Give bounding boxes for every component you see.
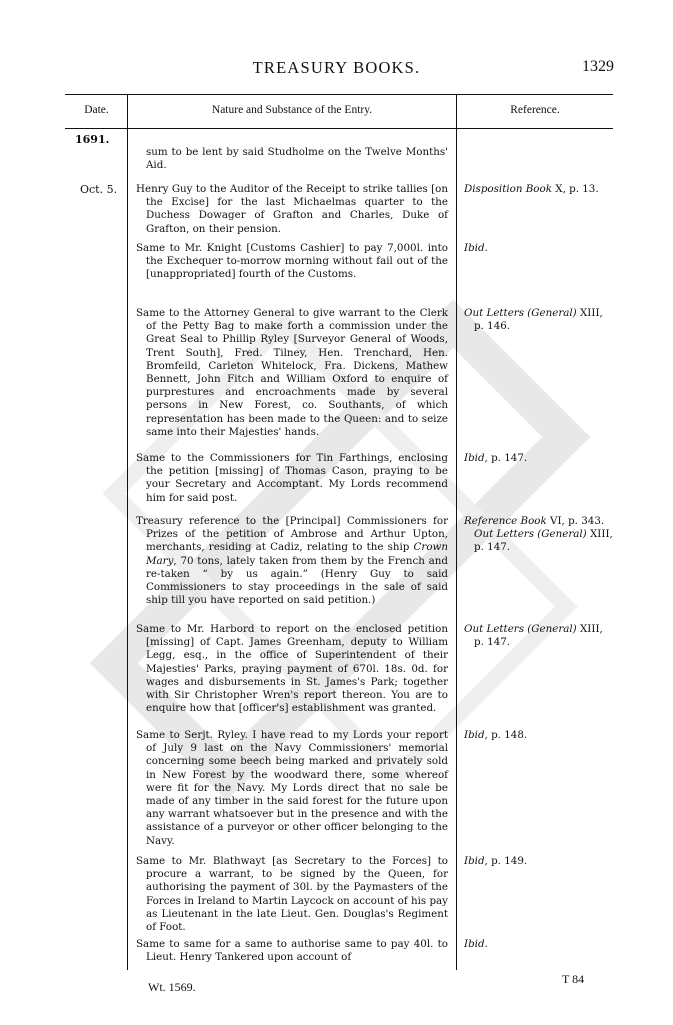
entry-text: Same to Serjt. Ryley. I have read to my Lords your report of July 9 last on the Navy Commissioners' memorial concerning some beech being marked and privately sold in New Forest by the woodward there, some whereof were fit for the Navy. My Lords direct that no sale be made of any timber in the said forest for the future upon any warrant whatsoever but in the presence and with the assistance of a purveyor or other officer belonging to the Navy. [136,729,448,847]
column-divider-reference [456,94,457,970]
table-top-rule [65,94,613,95]
entry-text: Same to same for a same to authorise same to pay 40l. to Lieut. Henry Tankered upon account of [136,938,448,964]
entry-text: Same to the Attorney General to give warrant to the Clerk of the Petty Bag to make forth a commission under the Great Seal to Phillip Ryley [Surveyor General of Woods, Trent South], Fred. Tilney, Hen. Trenchard, Hen. Bromfeild, Carleton Whitelock, Fra. Dickens, Mathew Bennett, John Fitch and William Oxford to enquire of purprestures and encroachments made by several persons in New Forest, co. Southants, of which representation has been made to the Queen: and to seize same into their Majesties' hands. [136,307,448,438]
column-header-date: Date. [84,104,109,116]
entry-text: sum to be lent by said Studholme on the Twelve Months' Aid. [146,146,448,172]
entry-reference: Out Letters (General) XIII, p. 147. [464,623,603,649]
column-header-reference: Reference. [510,104,560,116]
entry-text: Same to Mr. Blathwayt [as Secretary to the Forces] to procure a warrant, to be signed by the Queen, for authorising the payment of 30l. by the Paymasters of the Forces in Ireland to Martin Laycock on account of his pay as Lieutenant in the late Lieut. Gen. Douglas's Regiment of Foot. [136,855,448,934]
entry-reference: Ibid. [464,242,488,254]
entry-reference: Out Letters (General) XIII, p. 146. [464,307,603,333]
entry-text: Henry Guy to the Auditor of the Receipt to strike tallies [on the Excise] for the last Michaelmas quarter to the Duchess Dowager of Grafton and Charles, Duke of Grafton, on their pension. [136,183,448,235]
entry-text: Same to Mr. Knight [Customs Cashier] to pay 7,000l. into the Exchequer to-morrow morning without fail out of the [unappropriated] fourth of the Customs. [136,242,448,281]
entry-date: Oct. 5. [80,183,118,196]
entry-reference: Disposition Book X, p. 13. [464,183,599,195]
footer-signature-mark: T 84 [562,972,585,986]
page-title: TREASURY BOOKS. [252,58,421,77]
footer-print-mark: Wt. 1569. [148,980,196,994]
entry-text: Same to Mr. Harbord to report on the enclosed petition [missing] of Capt. James Greenham, deputy to William Legg, esq., in the office of Superintendent of their Majesties' Parks, praying payment of 670l. 18s. 0d. for wages and disbursements in St. James's Park; together with Sir Christopher Wren's report thereon. You are to enquire how that [officer's] establishment was granted. [136,623,448,715]
entry-text: Same to the Commissioners for Tin Farthings, enclosing the petition [missing] of Thomas Cason, praying to be your Secretary and Accomptant. My Lords recommend him for said post. [136,452,448,504]
entry-reference: Reference Book VI, p. 343. Out Letters (General) XIII, p. 147. [464,515,613,554]
table-header-rule [65,128,613,129]
entry-reference: Ibid, p. 147. [464,452,528,464]
column-header-nature: Nature and Substance of the Entry. [211,104,373,116]
entry-reference: Ibid, p. 148. [464,729,528,741]
entry-reference: Ibid, p. 149. [464,855,528,867]
column-divider-date [127,94,128,970]
entry-text: Treasury reference to the [Principal] Commissioners for Prizes of the petition of Ambrose and Arthur Upton, merchants, residing at Cadiz, relating to the ship Crown Mary, 70 tons, lately taken from them by the French and re-taken “ by us again.” (Henry Guy to said Commissioners to stay proceedings in the sale of said ship till you have reported on said petition.) [136,515,448,607]
year-label: 1691. [75,133,110,146]
entry-reference: Ibid. [464,938,488,950]
page-number: 1329 [582,58,614,75]
